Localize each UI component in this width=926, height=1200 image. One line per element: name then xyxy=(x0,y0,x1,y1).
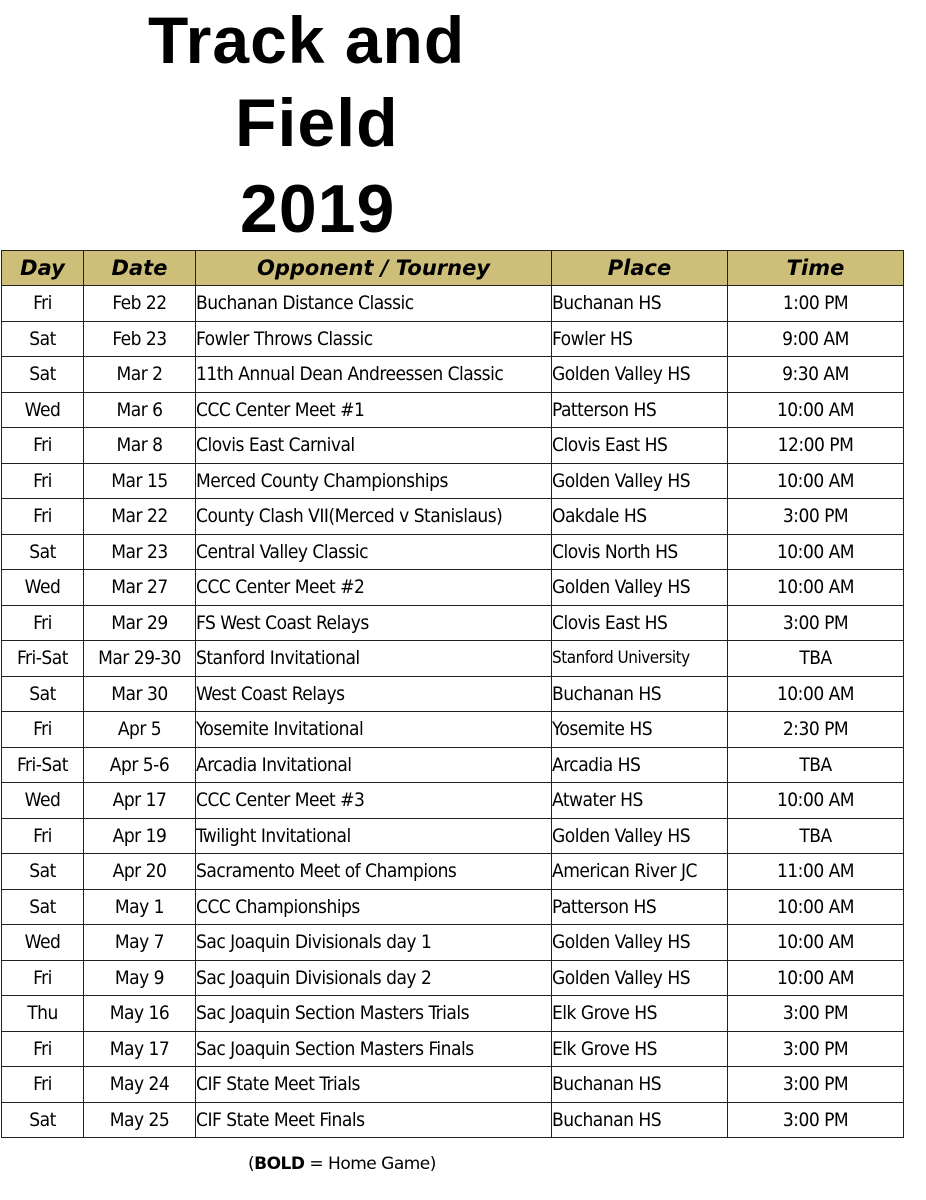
cell-time: 10:00 AM xyxy=(728,889,904,925)
cell-place: Golden Valley HS xyxy=(552,570,728,606)
cell-day: Fri xyxy=(2,818,84,854)
cell-date: Apr 20 xyxy=(84,854,196,890)
table-row xyxy=(2,499,904,535)
cell-opp: CCC Center Meet #3 xyxy=(196,783,552,819)
cell-time: 3:00 PM xyxy=(728,1067,904,1103)
cell-time: 10:00 AM xyxy=(728,676,904,712)
cell-opp: CIF State Meet Finals xyxy=(196,1102,552,1138)
cell-time: 10:00 AM xyxy=(728,534,904,570)
table-row xyxy=(2,960,904,996)
cell-day: Wed xyxy=(2,925,84,961)
cell-date: May 24 xyxy=(84,1067,196,1103)
cell-opp: County Clash VII(Merced v Stanislaus) xyxy=(196,499,552,535)
legend-bold: BOLD xyxy=(254,1154,305,1174)
cell-place: Atwater HS xyxy=(552,783,728,819)
cell-date: Mar 29 xyxy=(84,605,196,641)
cell-date: Mar 22 xyxy=(84,499,196,535)
cell-place: Arcadia HS xyxy=(552,747,728,783)
cell-opp: CCC Center Meet #2 xyxy=(196,570,552,606)
column-header-opponent: Opponent / Tourney xyxy=(196,251,552,286)
cell-day: Sat xyxy=(2,357,84,393)
cell-date: May 16 xyxy=(84,996,196,1032)
cell-time: 10:00 AM xyxy=(728,783,904,819)
cell-time: 3:00 PM xyxy=(728,1031,904,1067)
cell-day: Sat xyxy=(2,889,84,925)
cell-date: Mar 29-30 xyxy=(84,641,196,677)
title-line-2: Field xyxy=(235,85,399,161)
cell-day: Fri xyxy=(2,463,84,499)
cell-place: American River JC xyxy=(552,854,728,890)
cell-date: May 17 xyxy=(84,1031,196,1067)
cell-time: TBA xyxy=(728,747,904,783)
cell-place: Stanford University xyxy=(552,641,728,677)
cell-place: Fowler HS xyxy=(552,321,728,357)
table-row xyxy=(2,1067,904,1103)
cell-time: 9:30 AM xyxy=(728,357,904,393)
cell-date: May 1 xyxy=(84,889,196,925)
table-row xyxy=(2,605,904,641)
cell-opp: Central Valley Classic xyxy=(196,534,552,570)
cell-day: Wed xyxy=(2,570,84,606)
cell-date: Feb 22 xyxy=(84,286,196,322)
cell-opp: Sacramento Meet of Champions xyxy=(196,854,552,890)
cell-place: Buchanan HS xyxy=(552,676,728,712)
cell-day: Sat xyxy=(2,676,84,712)
cell-day: Fri xyxy=(2,605,84,641)
cell-place: Clovis East HS xyxy=(552,605,728,641)
table-row xyxy=(2,889,904,925)
cell-time: TBA xyxy=(728,818,904,854)
cell-time: 10:00 AM xyxy=(728,925,904,961)
cell-place: Golden Valley HS xyxy=(552,463,728,499)
cell-opp: West Coast Relays xyxy=(196,676,552,712)
cell-date: Feb 23 xyxy=(84,321,196,357)
cell-opp: Stanford Invitational xyxy=(196,641,552,677)
cell-opp: CCC Center Meet #1 xyxy=(196,392,552,428)
cell-opp: Yosemite Invitational xyxy=(196,712,552,748)
cell-day: Fri xyxy=(2,1031,84,1067)
cell-date: May 7 xyxy=(84,925,196,961)
cell-time: 10:00 AM xyxy=(728,570,904,606)
table-row xyxy=(2,925,904,961)
legend-rest: = Home Game) xyxy=(304,1154,436,1174)
title-line-1: Track and xyxy=(148,3,466,77)
cell-date: Mar 2 xyxy=(84,357,196,393)
cell-day: Wed xyxy=(2,392,84,428)
cell-opp: Sac Joaquin Divisionals day 2 xyxy=(196,960,552,996)
table-row xyxy=(2,783,904,819)
table-row xyxy=(2,357,904,393)
cell-opp: FS West Coast Relays xyxy=(196,605,552,641)
cell-day: Fri xyxy=(2,499,84,535)
cell-place: Golden Valley HS xyxy=(552,925,728,961)
cell-date: Mar 6 xyxy=(84,392,196,428)
cell-place: Oakdale HS xyxy=(552,499,728,535)
legend-note xyxy=(248,1154,436,1174)
column-header-place: Place xyxy=(552,251,728,286)
column-header-day: Day xyxy=(2,251,84,286)
cell-time: 3:00 PM xyxy=(728,605,904,641)
cell-day: Thu xyxy=(2,996,84,1032)
cell-place: Golden Valley HS xyxy=(552,818,728,854)
cell-time: 1:00 PM xyxy=(728,286,904,322)
cell-day: Fri-Sat xyxy=(2,747,84,783)
cell-day: Sat xyxy=(2,321,84,357)
cell-opp: Sac Joaquin Section Masters Trials xyxy=(196,996,552,1032)
table-row xyxy=(2,428,904,464)
table-row xyxy=(2,570,904,606)
cell-date: Mar 23 xyxy=(84,534,196,570)
cell-date: Apr 19 xyxy=(84,818,196,854)
cell-opp: Sac Joaquin Divisionals day 1 xyxy=(196,925,552,961)
schedule-table xyxy=(1,250,904,1138)
table-row xyxy=(2,996,904,1032)
cell-place: Buchanan HS xyxy=(552,1067,728,1103)
cell-time: 9:00 AM xyxy=(728,321,904,357)
cell-time: TBA xyxy=(728,641,904,677)
cell-day: Fri xyxy=(2,286,84,322)
legend-open: ( xyxy=(248,1154,255,1174)
cell-day: Sat xyxy=(2,534,84,570)
cell-time: 12:00 PM xyxy=(728,428,904,464)
table-row xyxy=(2,392,904,428)
cell-time: 3:00 PM xyxy=(728,996,904,1032)
cell-opp: Buchanan Distance Classic xyxy=(196,286,552,322)
page-title xyxy=(140,0,480,250)
cell-place: Yosemite HS xyxy=(552,712,728,748)
cell-date: Apr 5 xyxy=(84,712,196,748)
cell-time: 10:00 AM xyxy=(728,463,904,499)
cell-time: 11:00 AM xyxy=(728,854,904,890)
cell-day: Fri xyxy=(2,712,84,748)
cell-time: 3:00 PM xyxy=(728,499,904,535)
table-row xyxy=(2,286,904,322)
cell-place: Clovis East HS xyxy=(552,428,728,464)
cell-date: Mar 30 xyxy=(84,676,196,712)
cell-day: Fri xyxy=(2,960,84,996)
cell-day: Fri xyxy=(2,428,84,464)
table-row xyxy=(2,747,904,783)
table-row xyxy=(2,321,904,357)
column-header-time: Time xyxy=(728,251,904,286)
cell-time: 10:00 AM xyxy=(728,392,904,428)
cell-opp: CIF State Meet Trials xyxy=(196,1067,552,1103)
cell-day: Fri-Sat xyxy=(2,641,84,677)
table-row xyxy=(2,676,904,712)
cell-day: Sat xyxy=(2,1102,84,1138)
cell-day: Fri xyxy=(2,1067,84,1103)
cell-date: Mar 8 xyxy=(84,428,196,464)
table-row xyxy=(2,534,904,570)
cell-place: Buchanan HS xyxy=(552,1102,728,1138)
table-row xyxy=(2,854,904,890)
table-row xyxy=(2,818,904,854)
cell-place: Elk Grove HS xyxy=(552,1031,728,1067)
cell-day: Sat xyxy=(2,854,84,890)
table-row xyxy=(2,1102,904,1138)
table-row xyxy=(2,712,904,748)
cell-place: Patterson HS xyxy=(552,392,728,428)
cell-place: Buchanan HS xyxy=(552,286,728,322)
cell-place: Golden Valley HS xyxy=(552,960,728,996)
column-header-date: Date xyxy=(84,251,196,286)
cell-place: Patterson HS xyxy=(552,889,728,925)
cell-time: 3:00 PM xyxy=(728,1102,904,1138)
cell-place: Clovis North HS xyxy=(552,534,728,570)
title-line-3: 2019 xyxy=(240,171,396,247)
cell-time: 2:30 PM xyxy=(728,712,904,748)
cell-day: Wed xyxy=(2,783,84,819)
cell-opp: Twilight Invitational xyxy=(196,818,552,854)
cell-opp: Clovis East Carnival xyxy=(196,428,552,464)
cell-place: Elk Grove HS xyxy=(552,996,728,1032)
cell-date: Apr 17 xyxy=(84,783,196,819)
cell-opp: Fowler Throws Classic xyxy=(196,321,552,357)
cell-opp: CCC Championships xyxy=(196,889,552,925)
cell-date: Mar 15 xyxy=(84,463,196,499)
header-row xyxy=(2,251,904,286)
cell-opp: Sac Joaquin Section Masters Finals xyxy=(196,1031,552,1067)
table-row xyxy=(2,463,904,499)
cell-time: 10:00 AM xyxy=(728,960,904,996)
cell-opp: Arcadia Invitational xyxy=(196,747,552,783)
cell-date: May 9 xyxy=(84,960,196,996)
cell-date: Mar 27 xyxy=(84,570,196,606)
table-row xyxy=(2,641,904,677)
cell-opp: Merced County Championships xyxy=(196,463,552,499)
cell-date: May 25 xyxy=(84,1102,196,1138)
cell-place: Golden Valley HS xyxy=(552,357,728,393)
cell-date: Apr 5-6 xyxy=(84,747,196,783)
table-row xyxy=(2,1031,904,1067)
cell-opp: 11th Annual Dean Andreessen Classic xyxy=(196,357,552,393)
